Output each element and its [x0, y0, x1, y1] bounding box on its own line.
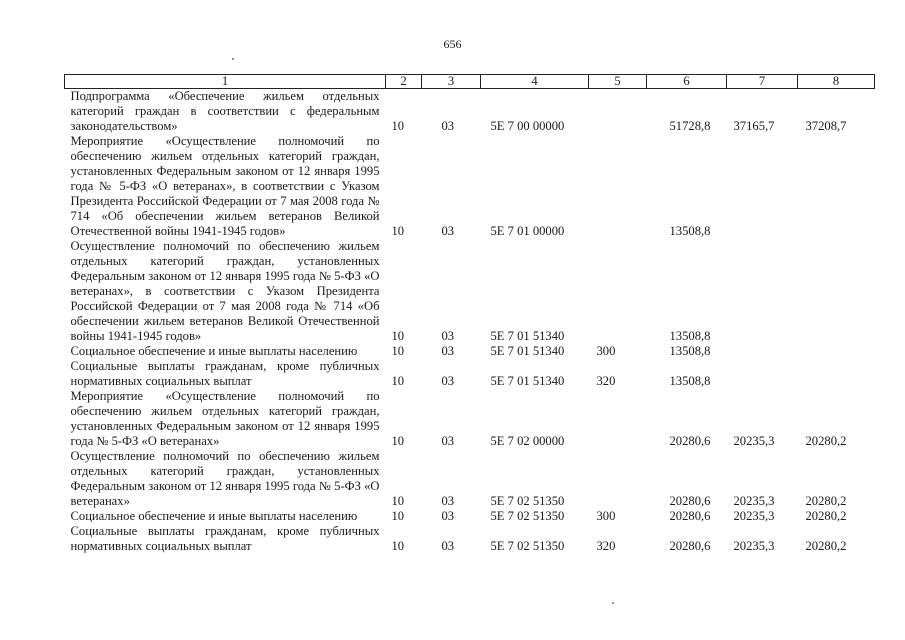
row-csr: 5Е 7 02 51350 — [490, 494, 565, 508]
row-value-1: 13508,8 — [669, 224, 711, 238]
header-col-4: 4 — [481, 75, 589, 89]
row-value-1: 51728,8 — [669, 119, 711, 133]
row-value-3 — [798, 344, 875, 359]
row-value-1: 13508,8 — [669, 374, 711, 388]
row-pr: 03 — [441, 119, 455, 133]
row-vr — [589, 239, 647, 344]
row-name: Социальное обеспечение и иные выплаты населению — [70, 509, 358, 523]
row-value-1: 20280,6 — [669, 434, 711, 448]
header-col-6: 6 — [647, 75, 727, 89]
row-csr: 5Е 7 01 51340 — [490, 329, 565, 343]
row-value-3 — [798, 359, 875, 389]
page-number: 656 — [443, 37, 462, 51]
table-row — [65, 89, 875, 135]
table-row — [65, 524, 875, 554]
row-vr — [589, 89, 647, 135]
row-vr — [589, 449, 647, 509]
row-name: Осуществление полномочий по обеспечению жильем отдельных категорий граждан, установленных Федеральным законом от 12 января 1995 года № 5-ФЗ «О ветеранах», в соответствии с Указом Президента Российской Федерации от 7 мая 2008 года № 714 «Об обеспечении жильем ветеранов Великой Отечественной войны 1941-1945 годов» — [70, 239, 380, 343]
table-row — [65, 134, 875, 239]
row-csr: 5Е 7 02 51350 — [490, 509, 565, 523]
row-rz: 10 — [391, 374, 405, 388]
row-value-1: 20280,6 — [669, 539, 711, 553]
row-value-3: 37208,7 — [805, 119, 847, 133]
row-pr: 03 — [441, 374, 455, 388]
table-row — [65, 344, 875, 359]
row-value-1: 20280,6 — [669, 509, 711, 523]
row-rz: 10 — [391, 434, 405, 448]
row-csr: 5Е 7 01 00000 — [490, 224, 565, 238]
row-rz: 10 — [391, 344, 405, 358]
row-value-3: 20280,2 — [805, 434, 847, 448]
scan-speck — [232, 58, 234, 60]
row-name: Мероприятие «Осуществление полномочий по обеспечению жильем отдельных категорий граждан, установленных Федеральным законом от 12 января 1995 года № 5-ФЗ «О ветеранах» — [70, 389, 380, 448]
row-rz: 10 — [391, 539, 405, 553]
row-value-2 — [727, 344, 798, 359]
row-name: Социальное обеспечение и иные выплаты населению — [70, 344, 358, 358]
row-value-1: 13508,8 — [669, 329, 711, 343]
row-csr: 5Е 7 02 00000 — [490, 434, 565, 448]
row-value-2: 20235,3 — [733, 509, 775, 523]
row-name: Осуществление полномочий по обеспечению жильем отдельных категорий граждан, установленных Федеральным законом от 12 января 1995 года № 5-ФЗ «О ветеранах» — [70, 449, 380, 508]
row-value-3 — [798, 134, 875, 239]
row-vr — [589, 389, 647, 449]
row-name: Социальные выплаты гражданам, кроме публичных нормативных социальных выплат — [70, 359, 380, 388]
row-rz: 10 — [391, 119, 405, 133]
row-pr: 03 — [441, 539, 455, 553]
budget-table — [64, 74, 875, 554]
row-value-2 — [727, 134, 798, 239]
row-value-3 — [798, 239, 875, 344]
row-vr: 320 — [596, 539, 616, 553]
header-col-1: 1 — [65, 75, 386, 89]
row-value-3: 20280,2 — [805, 494, 847, 508]
row-name: Социальные выплаты гражданам, кроме публичных нормативных социальных выплат — [70, 524, 380, 553]
row-rz: 10 — [391, 329, 405, 343]
table-row — [65, 359, 875, 389]
row-pr: 03 — [441, 434, 455, 448]
table-row — [65, 509, 875, 524]
header-col-2: 2 — [386, 75, 422, 89]
row-vr: 300 — [596, 509, 616, 523]
row-value-3: 20280,2 — [805, 509, 847, 523]
row-name: Подпрограмма «Обеспечение жильем отдельных категорий граждан в соответствии с федеральным законодательством» — [70, 89, 380, 133]
row-value-2: 37165,7 — [733, 119, 775, 133]
header-col-3: 3 — [422, 75, 481, 89]
row-pr: 03 — [441, 494, 455, 508]
row-value-2 — [727, 359, 798, 389]
table-row — [65, 239, 875, 344]
row-vr: 320 — [596, 374, 616, 388]
row-pr: 03 — [441, 224, 455, 238]
row-csr: 5Е 7 01 51340 — [490, 344, 565, 358]
row-vr — [589, 134, 647, 239]
row-vr: 300 — [596, 344, 616, 358]
table-row — [65, 449, 875, 509]
header-col-5: 5 — [589, 75, 647, 89]
table-row — [65, 389, 875, 449]
row-pr: 03 — [441, 344, 455, 358]
row-value-2 — [727, 239, 798, 344]
row-name: Мероприятие «Осуществление полномочий по обеспечению жильем отдельных категорий граждан, установленных Федеральным законом от 12 января 1995 года № 5-ФЗ «О ветеранах», в соответствии с Указом Президента Российской Федерации от 7 мая 2008 года № 714 «Об обеспечении жильем ветеранов Великой Отечественной войны 1941-1945 годов» — [70, 134, 380, 238]
header-col-8: 8 — [798, 75, 875, 89]
row-rz: 10 — [391, 509, 405, 523]
header-col-7: 7 — [727, 75, 798, 89]
row-csr: 5Е 7 02 51350 — [490, 539, 565, 553]
row-value-3: 20280,2 — [805, 539, 847, 553]
row-value-2: 20235,3 — [733, 494, 775, 508]
row-value-2: 20235,3 — [733, 434, 775, 448]
row-csr: 5Е 7 00 00000 — [490, 119, 565, 133]
row-pr: 03 — [441, 509, 455, 523]
scan-speck — [612, 602, 614, 604]
row-value-2: 20235,3 — [733, 539, 775, 553]
row-csr: 5Е 7 01 51340 — [490, 374, 565, 388]
row-rz: 10 — [391, 224, 405, 238]
row-value-1: 20280,6 — [669, 494, 711, 508]
table-header-row — [65, 75, 875, 89]
row-rz: 10 — [391, 494, 405, 508]
row-pr: 03 — [441, 329, 455, 343]
row-value-1: 13508,8 — [669, 344, 711, 358]
